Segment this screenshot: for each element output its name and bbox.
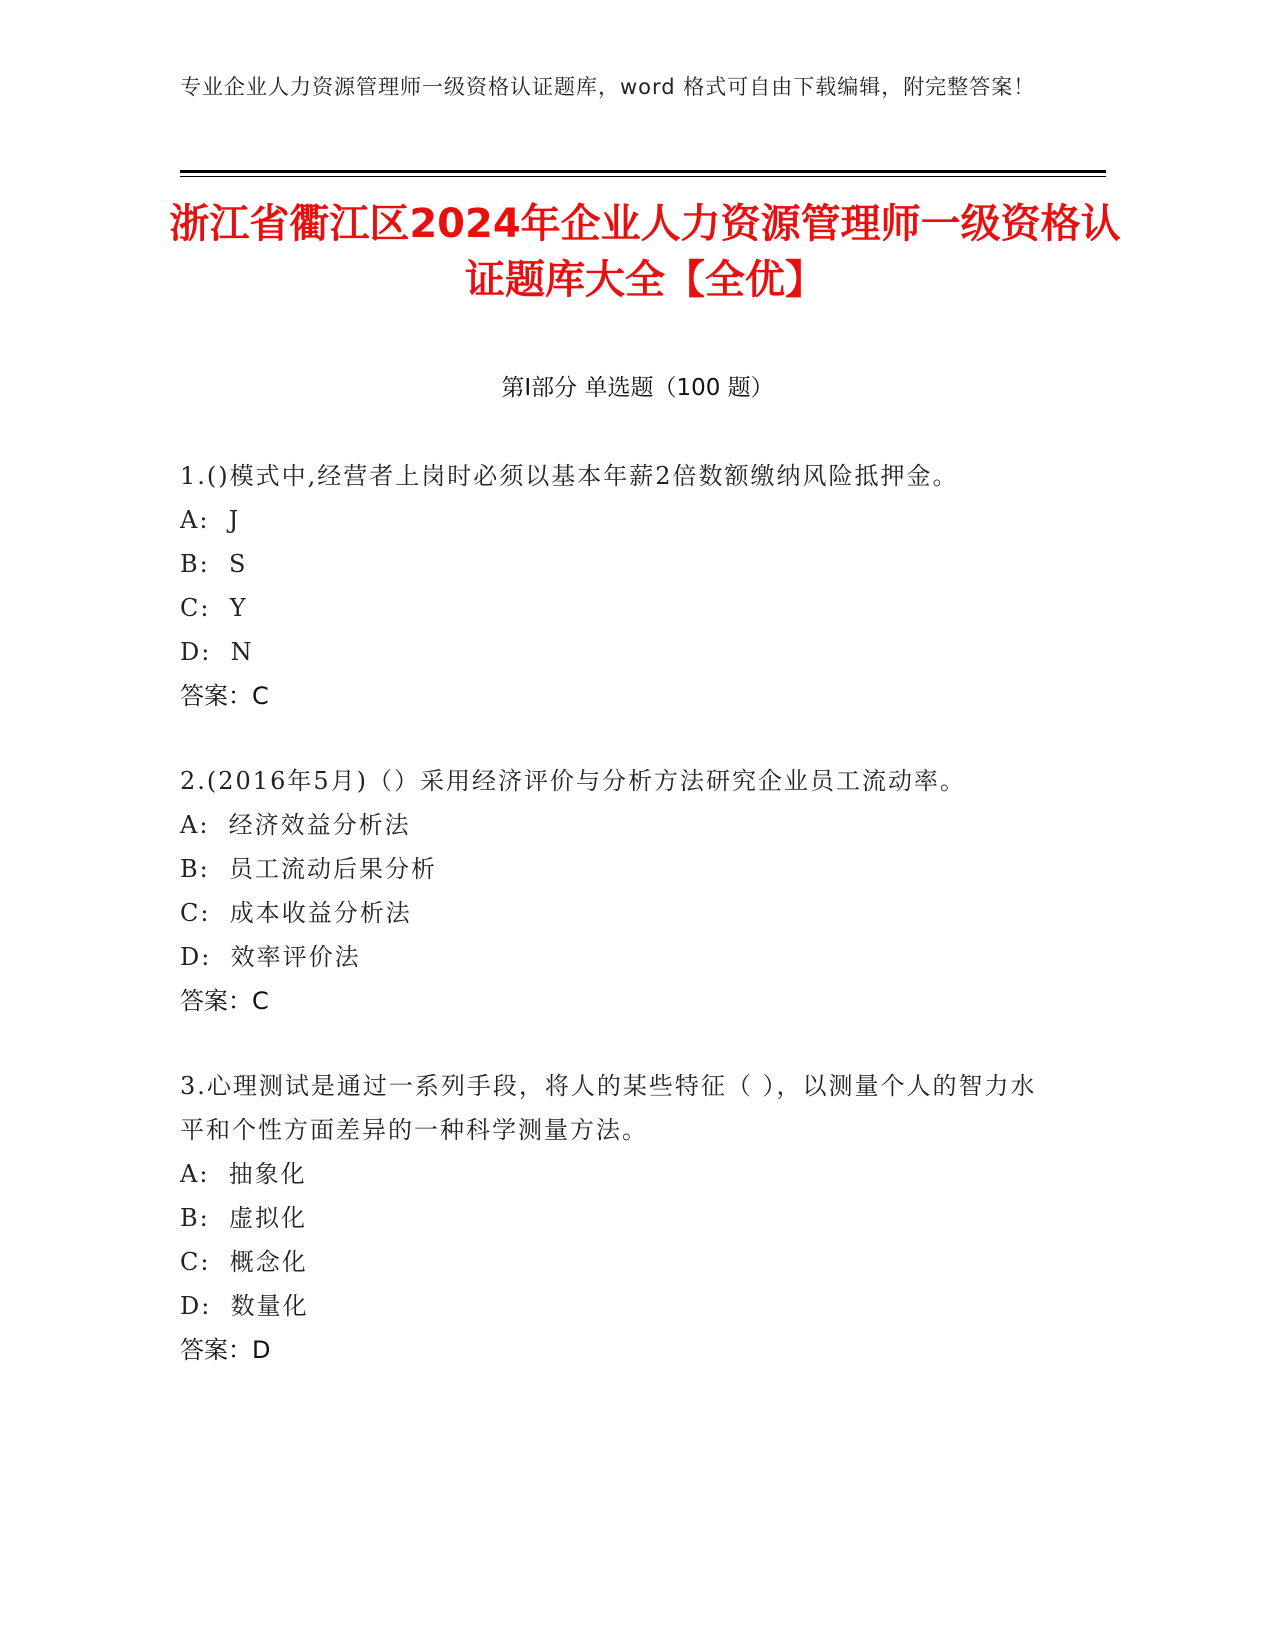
document-title: 浙江省衢江区2024年企业人力资源管理师一级资格认证题库大全【全优】: [169, 201, 1121, 303]
option-c: C: 成本收益分析法: [180, 899, 412, 927]
section-title: 第Ⅰ部分 单选题（100 题）: [501, 375, 774, 401]
option-c: C: Y: [180, 594, 248, 622]
answer-line: [180, 1328, 1060, 1372]
option-a: A: J: [180, 506, 241, 534]
answer-prefix: 答案：: [180, 682, 252, 710]
answer-line: [180, 979, 1060, 1023]
header-note: 专业企业人力资源管理师一级资格认证题库，word 格式可自由下载编辑，附完整答案！: [180, 75, 1036, 99]
header-rule-thick: [180, 170, 1106, 173]
answer-prefix: 答案：: [180, 987, 252, 1015]
header-rule-thin: [180, 176, 1106, 177]
answer-line: [180, 674, 1060, 718]
option-d: D: 效率评价法: [180, 943, 361, 971]
question-2: [180, 759, 1060, 1023]
question-stem: 1.()模式中,经营者上岗时必须以基本年薪2倍数额缴纳风险抵押金。: [180, 462, 959, 490]
option-a: A: 经济效益分析法: [180, 811, 411, 839]
question-3: [180, 1064, 1060, 1372]
option-b: B: S: [180, 550, 248, 578]
answer-value: C: [252, 987, 269, 1015]
option-d: D: N: [180, 638, 254, 666]
question-stem: 3.心理测试是通过一系列手段，将人的某些特征（ ），以测量个人的智力水平和个性方面差异的一种科学测量方法。: [180, 1072, 1037, 1144]
option-c: C: 概念化: [180, 1248, 308, 1276]
option-b: B: 虚拟化: [180, 1204, 307, 1232]
question-stem: 2.(2016年5月)（）采用经济评价与分析方法研究企业员工流动率。: [180, 767, 966, 795]
option-b: B: 员工流动后果分析: [180, 855, 437, 883]
option-d: D: 数量化: [180, 1292, 309, 1320]
option-a: A: 抽象化: [180, 1160, 307, 1188]
answer-prefix: 答案：: [180, 1336, 252, 1364]
answer-value: D: [252, 1336, 271, 1364]
question-1: [180, 454, 1060, 718]
answer-value: C: [252, 682, 269, 710]
